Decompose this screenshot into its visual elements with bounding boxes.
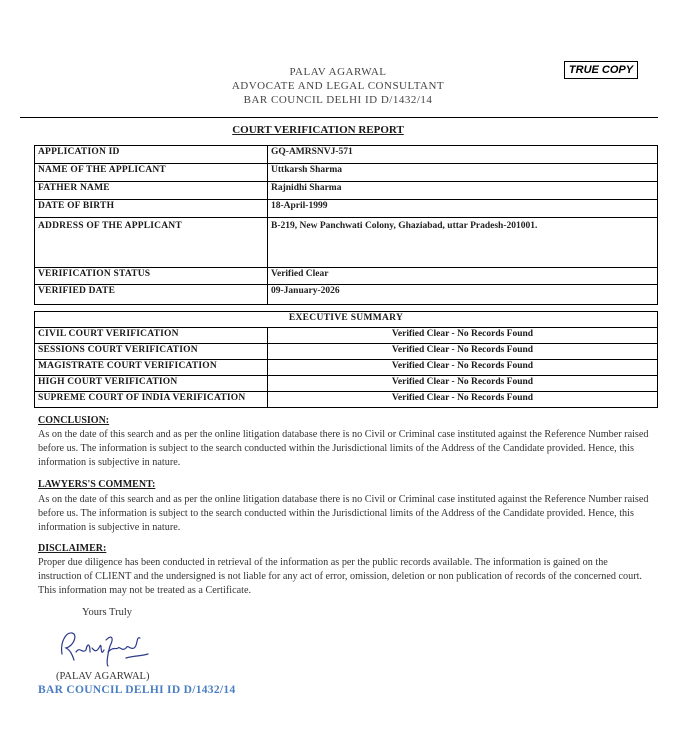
closing-salutation: Yours Truly: [82, 607, 133, 618]
summary-value: Verified Clear - No Records Found: [268, 376, 658, 392]
detail-value: GQ-AMRSNVJ-571: [268, 146, 658, 164]
detail-value: 18-April-1999: [268, 200, 658, 218]
table-row: [35, 182, 658, 200]
table-row: [35, 312, 658, 328]
summary-label: SUPREME COURT OF INDIA VERIFICATION: [35, 392, 268, 408]
summary-label: CIVIL COURT VERIFICATION: [35, 328, 268, 344]
detail-label: FATHER NAME: [35, 182, 268, 200]
detail-value: Verified Clear: [268, 268, 658, 285]
applicant-details-table: [34, 145, 658, 305]
conclusion-text: As on the date of this search and as per the online litigation database there is no Civil or Criminal case instituted against the Reference Number raised before us. The information is subject to the search conducted within the Jurisdictional limits of the Address of the Candidate provided. Hence, this information is subjective in nature.: [38, 429, 649, 468]
summary-value: Verified Clear - No Records Found: [268, 344, 658, 360]
detail-label: DATE OF BIRTH: [35, 200, 268, 218]
signatory-name: (PALAV AGARWAL): [56, 671, 150, 682]
disclaimer-text: Proper due diligence has been conducted in retrieval of the information as per the public records available. The information is gained on the instruction of CLIENT and the undersigned is not liable for any act of error, omission, deletion or non publication of records of the concerned court. This information may not be treated as a Certificate.: [38, 557, 642, 596]
disclaimer-heading: DISCLAIMER:: [38, 543, 107, 554]
summary-value: Verified Clear - No Records Found: [268, 360, 658, 376]
summary-label: HIGH COURT VERIFICATION: [35, 376, 268, 392]
table-row: [35, 164, 658, 182]
detail-label: NAME OF THE APPLICANT: [35, 164, 268, 182]
header-rule: [20, 117, 658, 118]
report-title: COURT VERIFICATION REPORT: [232, 124, 404, 136]
advocate-name: PALAV AGARWAL: [289, 66, 387, 78]
conclusion-heading: CONCLUSION:: [38, 415, 110, 426]
table-row: [35, 344, 658, 360]
detail-value: Rajnidhi Sharma: [268, 182, 658, 200]
lawyers-comment-heading: LAWYERS'S COMMENT:: [38, 479, 156, 490]
handwritten-signature: [56, 624, 156, 668]
true-copy-stamp: TRUE COPY: [564, 61, 638, 79]
table-row: [35, 376, 658, 392]
signatory-bar-id: BAR COUNCIL DELHI ID D/1432/14: [38, 684, 236, 696]
summary-title: EXECUTIVE SUMMARY: [35, 312, 658, 328]
table-row: [35, 200, 658, 218]
table-row: [35, 285, 658, 305]
detail-label: VERIFIED DATE: [35, 285, 268, 305]
table-row: [35, 146, 658, 164]
summary-label: MAGISTRATE COURT VERIFICATION: [35, 360, 268, 376]
detail-value: 09-January-2026: [268, 285, 658, 305]
table-row: [35, 392, 658, 408]
summary-value: Verified Clear - No Records Found: [268, 328, 658, 344]
summary-value: Verified Clear - No Records Found: [268, 392, 658, 408]
detail-label: ADDRESS OF THE APPLICANT: [35, 218, 268, 268]
table-row: [35, 268, 658, 285]
table-row: [35, 328, 658, 344]
table-row: [35, 360, 658, 376]
summary-label: SESSIONS COURT VERIFICATION: [35, 344, 268, 360]
lawyers-comment-text: As on the date of this search and as per the online litigation database there is no Civil or Criminal case instituted against the Reference Number raised before us. The information is subject to the search conducted within the Jurisdictional limits of the Address of the Candidate provided. Hence, this information is subjective in nature.: [38, 494, 649, 533]
detail-label: APPLICATION ID: [35, 146, 268, 164]
detail-label: VERIFICATION STATUS: [35, 268, 268, 285]
bar-council-id: BAR COUNCIL DELHI ID D/1432/14: [243, 94, 433, 106]
advocate-role: ADVOCATE AND LEGAL CONSULTANT: [231, 80, 445, 92]
table-row: [35, 218, 658, 268]
executive-summary-table: [34, 311, 658, 408]
detail-value: Uttkarsh Sharma: [268, 164, 658, 182]
detail-value: B-219, New Panchwati Colony, Ghaziabad, uttar Pradesh-201001.: [268, 218, 658, 268]
